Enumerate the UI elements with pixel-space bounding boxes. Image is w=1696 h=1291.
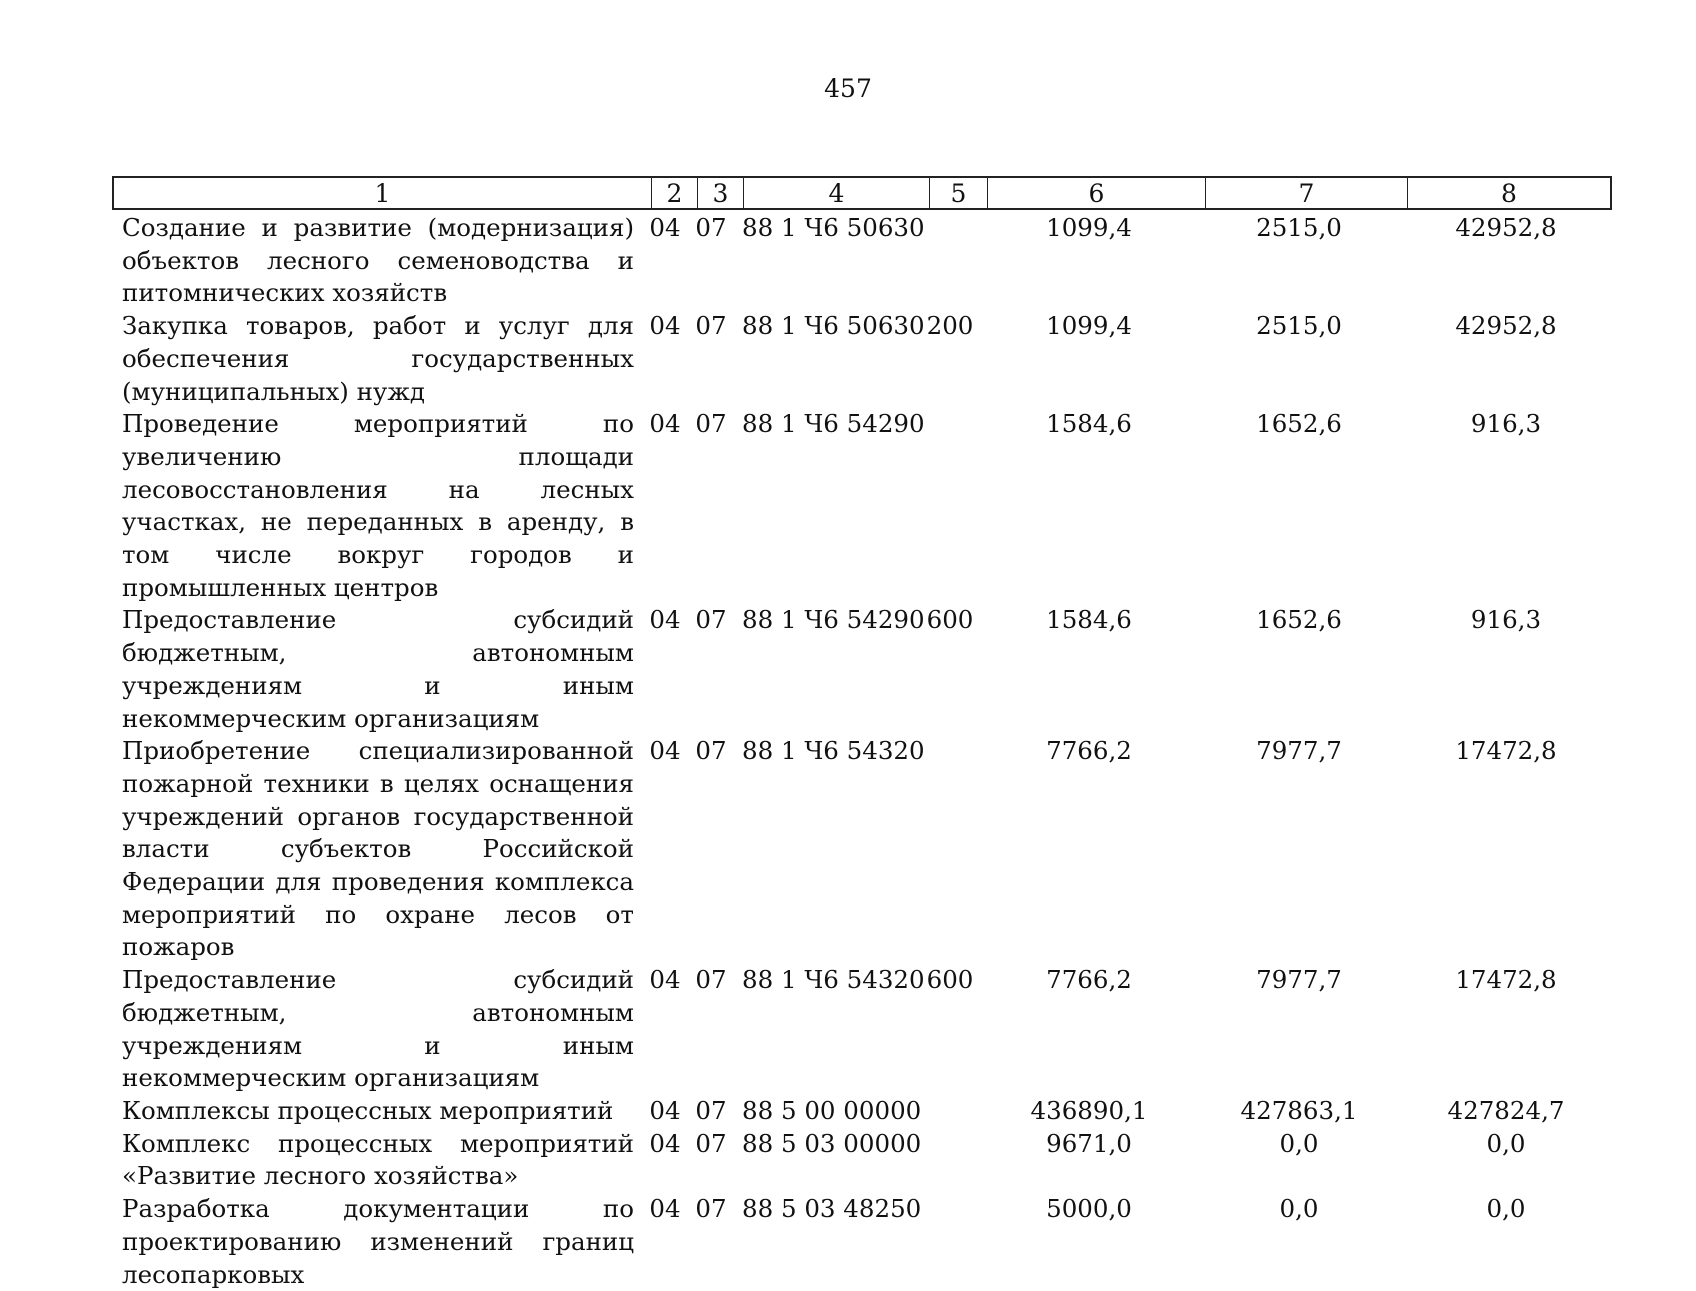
row-value-col8: 0,0	[1486, 1128, 1526, 1158]
row-value-col6: 1584,6	[1046, 409, 1132, 439]
row-section: 04	[649, 605, 681, 635]
row-value-col7: 2515,0	[1256, 213, 1342, 242]
table-row	[112, 604, 1612, 735]
row-name: Предоставление субсидий бюджетным, автономным учреждениям и иным некоммерческим организациям	[122, 965, 634, 1093]
row-value-col6: 436890,1	[1030, 1095, 1148, 1125]
row-value-col7: 0,0	[1279, 1194, 1319, 1224]
row-value-col7: 0,0	[1279, 1128, 1319, 1158]
table-row	[112, 964, 1612, 1095]
row-target-code: 88 5 03 48250	[742, 1194, 922, 1224]
row-subsection: 07	[695, 736, 727, 766]
row-value-col8: 916,3	[1470, 409, 1542, 439]
row-value-col7: 7977,7	[1256, 736, 1342, 766]
header-col-5: 5	[930, 178, 988, 208]
row-value-col6: 7766,2	[1046, 736, 1132, 766]
row-target-code: 88 1 Ч6 50630	[742, 213, 925, 242]
header-col-7: 7	[1206, 178, 1408, 208]
row-subsection: 07	[695, 1194, 727, 1224]
row-value-col6: 9671,0	[1046, 1128, 1132, 1158]
row-subsection: 07	[695, 409, 727, 439]
row-expense-type: 600	[926, 605, 974, 635]
row-section: 04	[649, 965, 681, 995]
row-name: Закупка товаров, работ и услуг для обеспечения государственных (муниципальных) нужд	[122, 311, 634, 406]
table-row	[112, 212, 1612, 310]
row-name: Комплексы процессных мероприятий	[122, 1095, 614, 1125]
row-value-col8: 42952,8	[1455, 311, 1557, 341]
row-value-col8: 42952,8	[1455, 213, 1557, 242]
row-section: 04	[649, 213, 681, 242]
row-target-code: 88 5 00 00000	[742, 1095, 922, 1125]
row-value-col8: 0,0	[1486, 1194, 1526, 1224]
row-value-col8: 427824,7	[1447, 1095, 1565, 1125]
table-header	[112, 176, 1612, 210]
row-section: 04	[649, 1194, 681, 1224]
header-col-3: 3	[698, 178, 744, 208]
row-target-code: 88 1 Ч6 54290	[742, 605, 925, 635]
row-name: Приобретение специализированной пожарной техники в целях оснащения учреждений органов государственной власти субъектов Российской Федерации для проведения комплекса мероприятий по охране лесов от пожаров	[122, 736, 634, 962]
header-col-8: 8	[1501, 179, 1517, 208]
table-row	[112, 1193, 1612, 1291]
row-value-col6: 1099,4	[1046, 213, 1132, 242]
row-target-code: 88 1 Ч6 50630	[742, 311, 925, 341]
row-target-code: 88 5 03 00000	[742, 1128, 922, 1158]
row-subsection: 07	[695, 1095, 727, 1125]
row-value-col6: 5000,0	[1046, 1194, 1132, 1224]
row-value-col7: 427863,1	[1240, 1095, 1358, 1125]
row-value-col7: 1652,6	[1256, 605, 1342, 635]
header-col-1: 1	[114, 178, 652, 208]
row-target-code: 88 1 Ч6 54320	[742, 736, 925, 766]
row-subsection: 07	[695, 965, 727, 995]
row-section: 04	[649, 311, 681, 341]
row-name: Создание и развитие (модернизация) объектов лесного семеноводства и питомнических хозяйств	[122, 213, 634, 308]
row-name: Разработка документации по проектированию изменений границ лесопарковых	[122, 1194, 634, 1289]
row-value-col6: 7766,2	[1046, 965, 1132, 995]
header-col-4: 4	[744, 178, 930, 208]
row-name: Комплекс процессных мероприятий «Развитие лесного хозяйства»	[122, 1128, 634, 1191]
page-number: 457	[824, 74, 872, 103]
header-col-6: 6	[988, 178, 1206, 208]
row-value-col6: 1584,6	[1046, 605, 1132, 635]
row-value-col6: 1099,4	[1046, 311, 1132, 341]
row-section: 04	[649, 1095, 681, 1125]
row-section: 04	[649, 409, 681, 439]
table-row	[112, 1128, 1612, 1193]
row-target-code: 88 1 Ч6 54320	[742, 965, 925, 995]
row-value-col8: 916,3	[1470, 605, 1542, 635]
row-value-col7: 1652,6	[1256, 409, 1342, 439]
row-expense-type: 600	[926, 965, 974, 995]
row-name: Проведение мероприятий по увеличению площади лесовосстановления на лесных участках, не переданных в аренду, в том числе вокруг городов и промышленных центров	[122, 409, 634, 602]
row-subsection: 07	[695, 1128, 727, 1158]
table-row	[112, 408, 1612, 604]
row-subsection: 07	[695, 605, 727, 635]
row-name: Предоставление субсидий бюджетным, автономным учреждениям и иным некоммерческим организациям	[122, 605, 634, 733]
row-expense-type: 200	[926, 311, 974, 341]
table-row	[112, 310, 1612, 408]
table-row	[112, 1095, 1612, 1128]
row-target-code: 88 1 Ч6 54290	[742, 409, 925, 439]
table-row	[112, 735, 1612, 964]
row-value-col8: 17472,8	[1455, 965, 1557, 995]
header-col-2: 2	[652, 178, 698, 208]
row-value-col7: 7977,7	[1256, 965, 1342, 995]
row-value-col7: 2515,0	[1256, 311, 1342, 341]
row-subsection: 07	[695, 311, 727, 341]
row-section: 04	[649, 1128, 681, 1158]
table-body	[112, 212, 1612, 1289]
row-section: 04	[649, 736, 681, 766]
row-subsection: 07	[695, 213, 727, 242]
row-value-col8: 17472,8	[1455, 736, 1557, 766]
